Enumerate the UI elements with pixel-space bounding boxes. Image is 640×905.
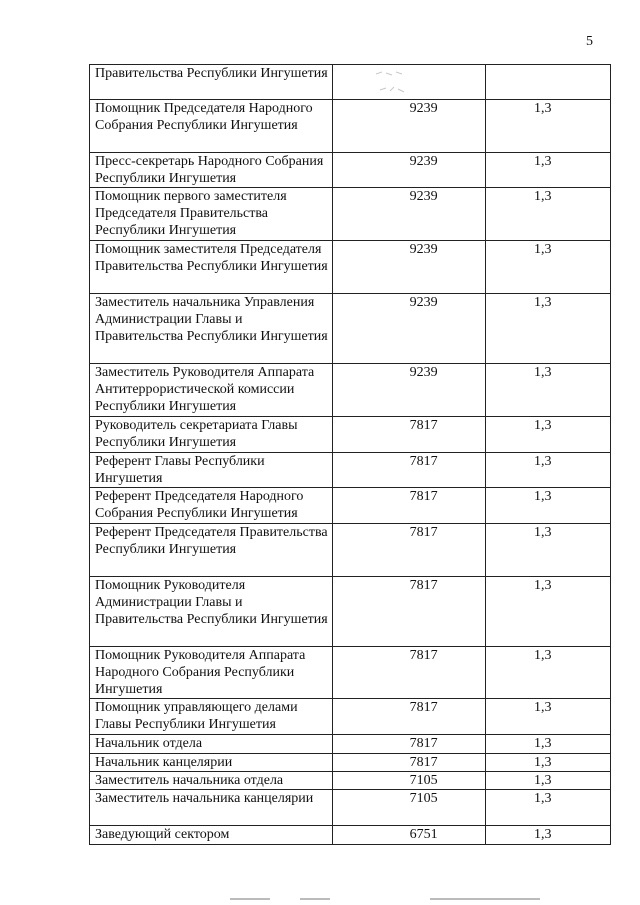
coefficient-value: 1,3 bbox=[533, 101, 552, 116]
table-row bbox=[90, 524, 611, 577]
coefficient-value: 1,3 bbox=[533, 365, 552, 380]
coefficient-cell bbox=[486, 754, 611, 772]
salary-cell bbox=[332, 65, 486, 100]
coefficient-cell bbox=[486, 241, 611, 294]
salary-value: 9239 bbox=[409, 189, 438, 204]
salary-cell bbox=[332, 241, 486, 294]
coefficient-cell bbox=[486, 699, 611, 735]
coefficient-value: 1,3 bbox=[533, 648, 552, 663]
coefficient-value: 1,3 bbox=[533, 700, 552, 715]
coefficient-cell bbox=[486, 524, 611, 577]
coefficient-value: 1,3 bbox=[533, 791, 552, 806]
salary-value: 7817 bbox=[409, 489, 438, 504]
table-row bbox=[90, 647, 611, 699]
salary-value: 6751 bbox=[409, 827, 438, 842]
coefficient-value: 1,3 bbox=[533, 578, 552, 593]
position-cell: Заместитель начальника Управления Администрации Главы и Правительства Республики Ингушетия bbox=[90, 294, 333, 364]
table-row bbox=[90, 826, 611, 845]
coefficient-value: 1,3 bbox=[533, 154, 552, 169]
table-row bbox=[90, 790, 611, 826]
coefficient-cell bbox=[486, 488, 611, 524]
salary-value: 7105 bbox=[409, 773, 438, 788]
table-row bbox=[90, 577, 611, 647]
coefficient-value: 1,3 bbox=[533, 418, 552, 433]
salary-cell bbox=[332, 577, 486, 647]
coefficient-value: 1,3 bbox=[533, 773, 552, 788]
position-cell: Помощник Председателя Народного Собрания Республики Ингушетия bbox=[90, 100, 333, 153]
salary-value: 9239 bbox=[409, 154, 438, 169]
table-row bbox=[90, 65, 611, 100]
salary-value: 7817 bbox=[409, 700, 438, 715]
coefficient-cell bbox=[486, 577, 611, 647]
position-cell: Заместитель Руководителя Аппарата Антитеррористической комиссии Республики Ингушетия bbox=[90, 364, 333, 417]
coefficient-cell bbox=[486, 826, 611, 845]
salary-value: 7817 bbox=[409, 648, 438, 663]
salary-cell bbox=[332, 100, 486, 153]
position-cell: Помощник заместителя Председателя Правительства Республики Ингушетия bbox=[90, 241, 333, 294]
position-cell: Начальник канцелярии bbox=[90, 754, 333, 772]
table-row bbox=[90, 699, 611, 735]
salary-value: 9239 bbox=[409, 242, 438, 257]
scan-edge-marks bbox=[0, 898, 640, 902]
table-row bbox=[90, 241, 611, 294]
table-row bbox=[90, 772, 611, 790]
table-row bbox=[90, 364, 611, 417]
position-cell: Заместитель начальника канцелярии bbox=[90, 790, 333, 826]
salary-table bbox=[89, 64, 611, 845]
coefficient-value: 1,3 bbox=[533, 755, 552, 770]
coefficient-cell bbox=[486, 735, 611, 754]
position-cell: Референт Председателя Народного Собрания Республики Ингушетия bbox=[90, 488, 333, 524]
position-cell: Референт Председателя Правительства Республики Ингушетия bbox=[90, 524, 333, 577]
coefficient-cell bbox=[486, 188, 611, 241]
position-cell: Помощник Руководителя Аппарата Народного Собрания Республики Ингушетия bbox=[90, 647, 333, 699]
position-cell: Пресс-секретарь Народного Собрания Республики Ингушетия bbox=[90, 153, 333, 188]
table-row bbox=[90, 417, 611, 453]
coefficient-value: 1,3 bbox=[533, 242, 552, 257]
coefficient-cell bbox=[486, 790, 611, 826]
position-cell: Помощник первого заместителя Председателя Правительства Республики Ингушетия bbox=[90, 188, 333, 241]
coefficient-cell bbox=[486, 647, 611, 699]
salary-cell bbox=[332, 453, 486, 488]
position-cell: Заведующий сектором bbox=[90, 826, 333, 845]
salary-value: 7105 bbox=[409, 791, 438, 806]
salary-cell bbox=[332, 188, 486, 241]
salary-cell bbox=[332, 294, 486, 364]
coefficient-cell bbox=[486, 772, 611, 790]
salary-value: 7817 bbox=[409, 454, 438, 469]
salary-cell bbox=[332, 647, 486, 699]
table-row bbox=[90, 488, 611, 524]
salary-value: 7817 bbox=[409, 736, 438, 751]
salary-cell bbox=[332, 524, 486, 577]
table-row bbox=[90, 188, 611, 241]
table-row bbox=[90, 153, 611, 188]
coefficient-value: 1,3 bbox=[533, 736, 552, 751]
coefficient-value: 1,3 bbox=[533, 525, 552, 540]
salary-value: 7817 bbox=[409, 418, 438, 433]
salary-value: 9239 bbox=[409, 295, 438, 310]
salary-cell bbox=[332, 826, 486, 845]
coefficient-value: 1,3 bbox=[533, 454, 552, 469]
table-row bbox=[90, 735, 611, 754]
salary-value: 9239 bbox=[409, 365, 438, 380]
salary-cell bbox=[332, 790, 486, 826]
table-row bbox=[90, 453, 611, 488]
salary-cell bbox=[332, 153, 486, 188]
position-cell: Помощник управляющего делами Главы Республики Ингушетия bbox=[90, 699, 333, 735]
salary-cell bbox=[332, 699, 486, 735]
salary-cell bbox=[332, 772, 486, 790]
salary-cell bbox=[332, 754, 486, 772]
table-row bbox=[90, 100, 611, 153]
salary-value: 7817 bbox=[409, 525, 438, 540]
coefficient-value: 1,3 bbox=[533, 827, 552, 842]
coefficient-value: 1,3 bbox=[533, 295, 552, 310]
salary-cell bbox=[332, 364, 486, 417]
coefficient-value: 1,3 bbox=[533, 489, 552, 504]
coefficient-value: 1,3 bbox=[533, 189, 552, 204]
coefficient-cell bbox=[486, 153, 611, 188]
salary-cell bbox=[332, 488, 486, 524]
coefficient-cell bbox=[486, 100, 611, 153]
salary-value: 7817 bbox=[409, 755, 438, 770]
position-cell: Референт Главы Республики Ингушетия bbox=[90, 453, 333, 488]
salary-cell bbox=[332, 417, 486, 453]
table-row bbox=[90, 754, 611, 772]
salary-table-body bbox=[90, 65, 611, 845]
position-cell: Помощник Руководителя Администрации Главы и Правительства Республики Ингушетия bbox=[90, 577, 333, 647]
coefficient-cell bbox=[486, 453, 611, 488]
coefficient-cell bbox=[486, 417, 611, 453]
position-cell: Начальник отдела bbox=[90, 735, 333, 754]
position-cell: Руководитель секретариата Главы Республики Ингушетия bbox=[90, 417, 333, 453]
salary-value: 9239 bbox=[409, 101, 438, 116]
page-number: 5 bbox=[586, 34, 593, 49]
table-row bbox=[90, 294, 611, 364]
coefficient-cell bbox=[486, 364, 611, 417]
position-cell: Заместитель начальника отдела bbox=[90, 772, 333, 790]
salary-cell bbox=[332, 735, 486, 754]
coefficient-cell bbox=[486, 294, 611, 364]
coefficient-cell bbox=[486, 65, 611, 100]
salary-value: 7817 bbox=[409, 578, 438, 593]
position-cell: Правительства Республики Ингушетия bbox=[90, 65, 333, 100]
